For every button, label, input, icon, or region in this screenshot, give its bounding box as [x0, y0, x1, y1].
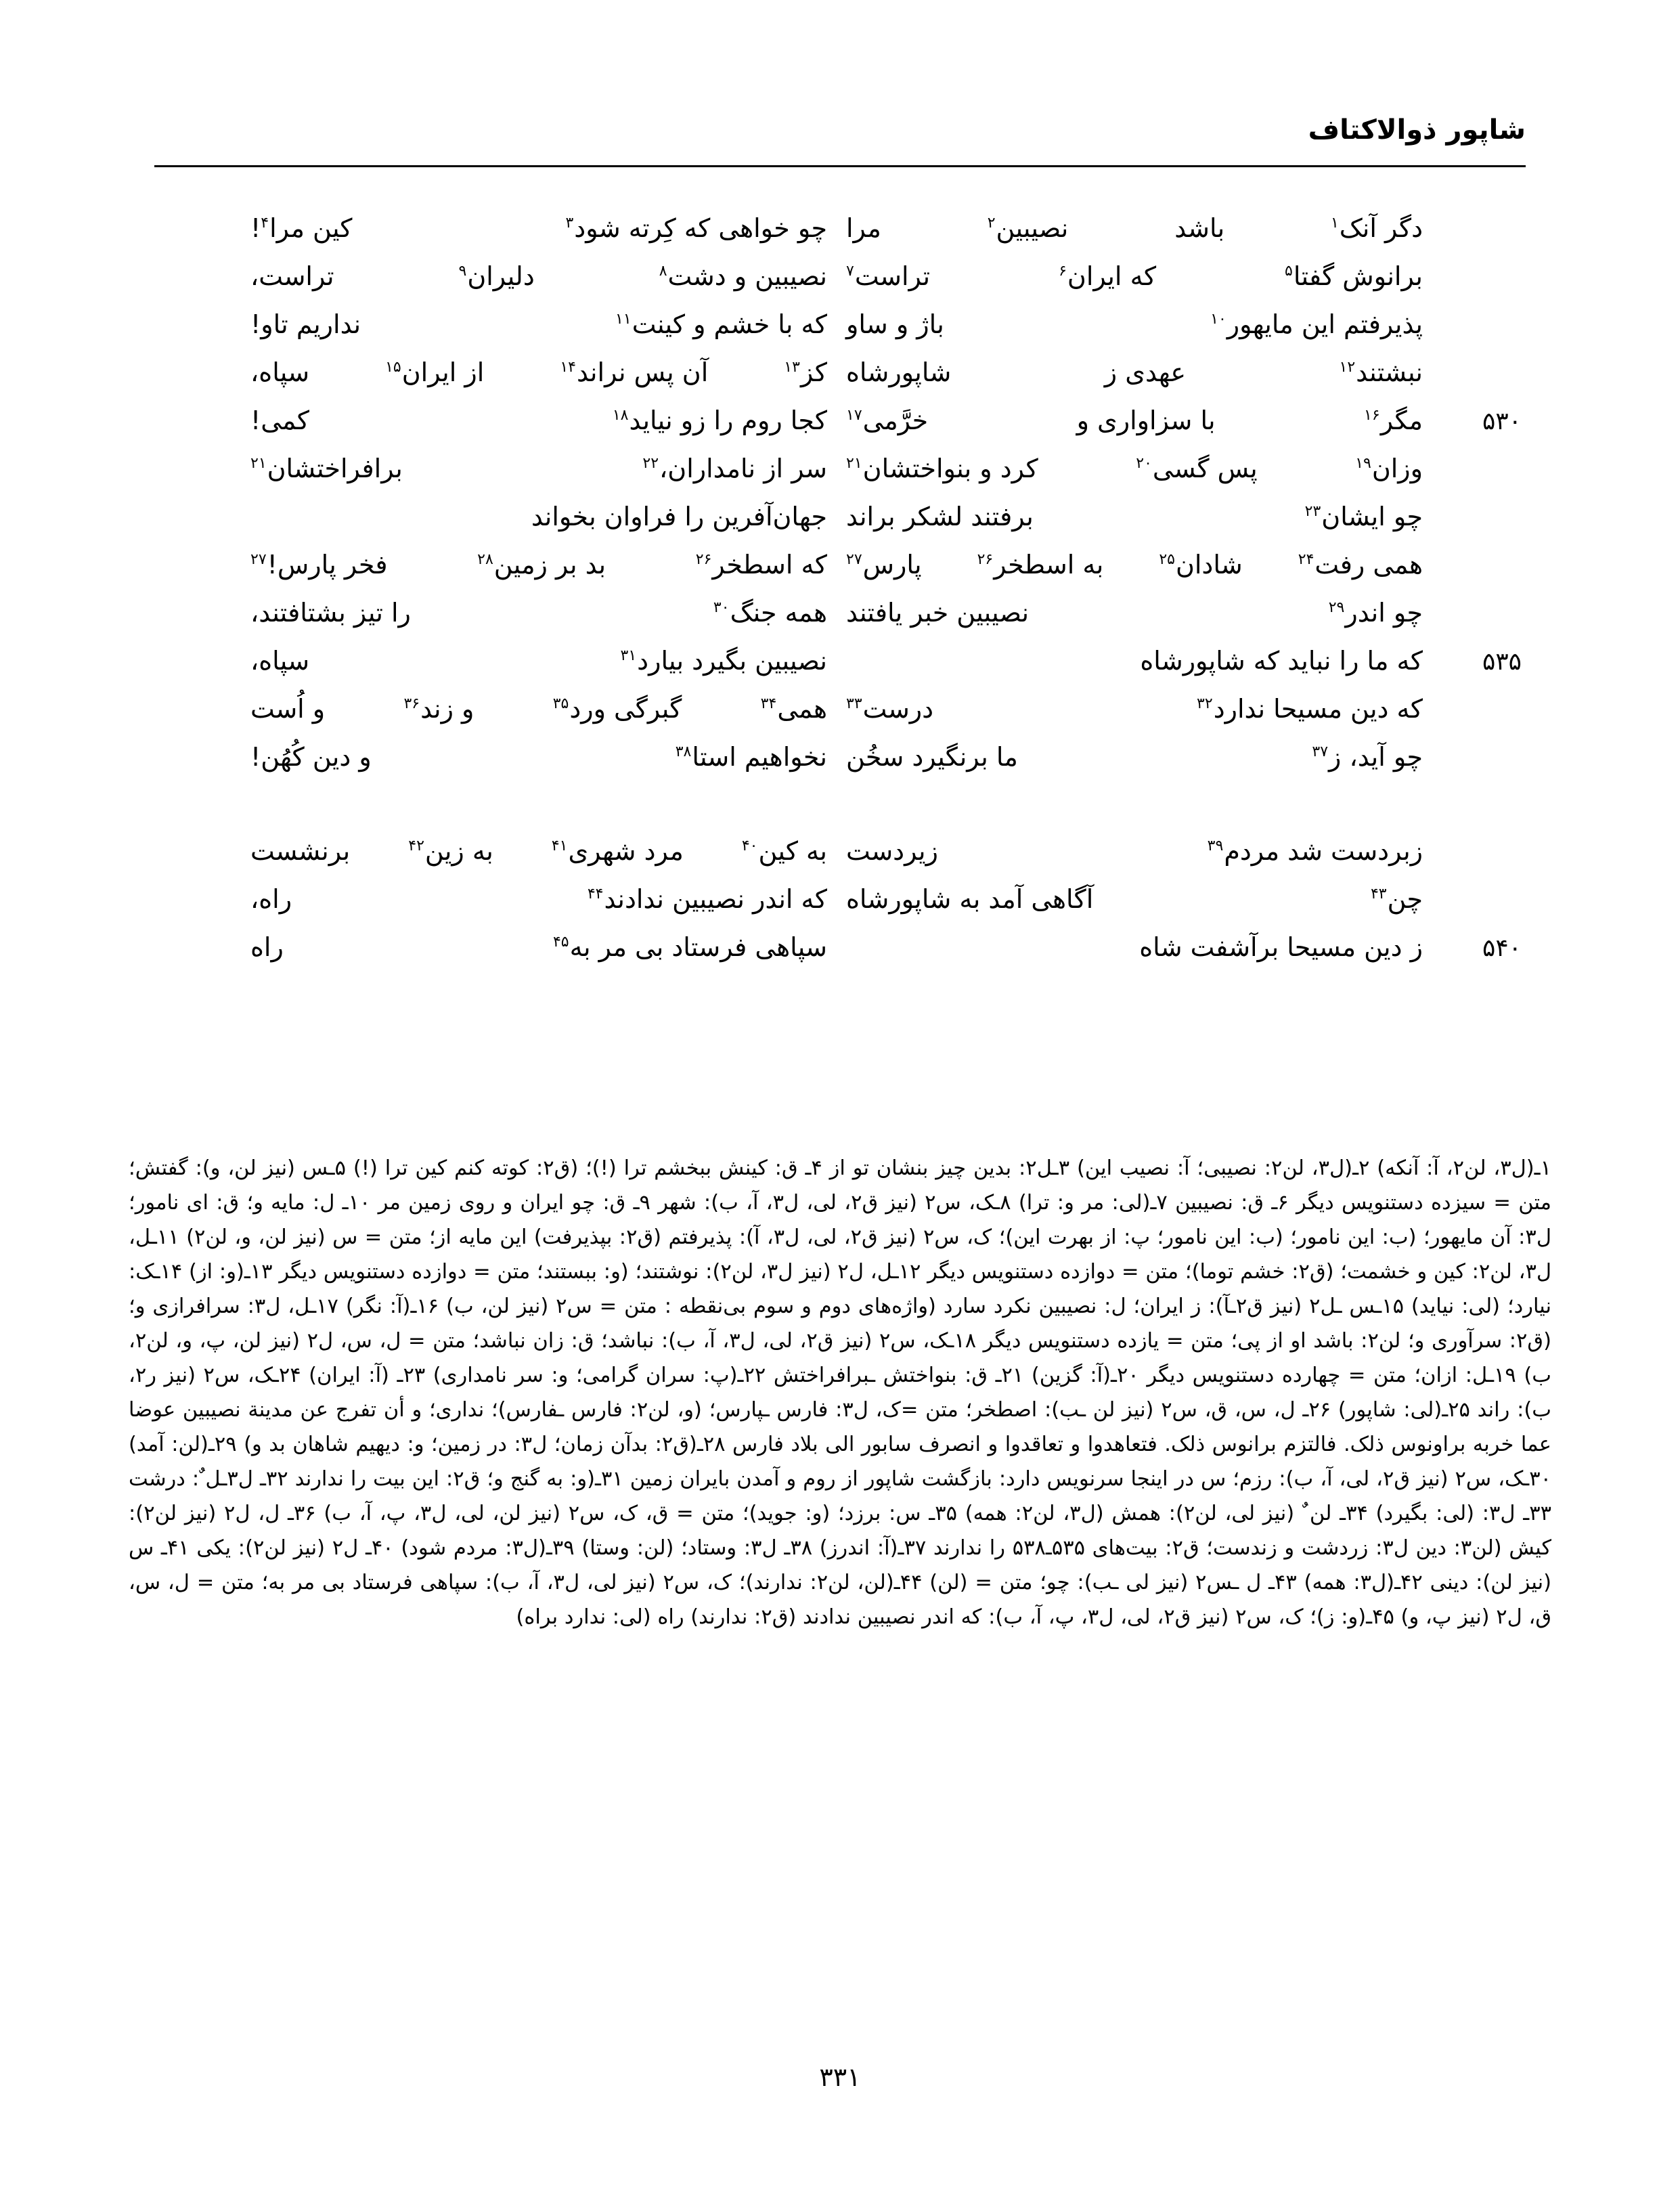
hemistich-second	[241, 504, 837, 529]
hemistich-second	[241, 311, 837, 337]
footnote-marker[interactable]: ۸	[659, 263, 667, 280]
hemistich-second	[241, 744, 837, 770]
hemistich-first	[837, 886, 1432, 912]
verse-word-group: سر از نامداران،$^{۲۲}$	[642, 454, 827, 483]
hemistich-second	[241, 552, 837, 578]
verse-line-number: ۵۴۰	[1482, 934, 1522, 962]
verse-couplet	[154, 311, 1526, 360]
footnote-marker[interactable]: ۲۵	[1159, 551, 1175, 569]
hemistich-second	[241, 838, 837, 864]
hemistich-second	[241, 648, 837, 674]
verse-word-group: جهان‌آفرین را فراوان بخواند	[531, 502, 827, 531]
hemistich-second	[241, 696, 837, 722]
footnote-marker[interactable]: ۷	[846, 263, 854, 280]
footnote-marker[interactable]: ۲۱	[846, 455, 862, 473]
verse-word-group: که ایران$^۶$	[1059, 261, 1157, 291]
verse-word-group: راه	[250, 932, 284, 962]
footnote-marker[interactable]: ۳۱	[620, 647, 637, 665]
hemistich-first	[837, 744, 1432, 770]
footnote-marker[interactable]: ۳۷	[1312, 743, 1329, 761]
verse-word-group: نداریم تاو!	[250, 309, 361, 339]
verse-word-group: کز$^{۱۳}$	[784, 357, 827, 387]
hemistich-second	[241, 456, 837, 481]
footnote-marker[interactable]: ۱۶	[1364, 407, 1380, 424]
hemistich-first	[837, 934, 1432, 960]
verse-word-group: وزان$^{۱۹}$	[1355, 454, 1423, 483]
verse-word-group: سپاهی فرستاد بی مر به$^{۴۵}$	[552, 932, 827, 962]
verse-word-group: برنشست	[250, 836, 351, 866]
hemistich-second	[241, 215, 837, 241]
hemistich-first	[837, 311, 1432, 337]
footnote-marker[interactable]: ۳۸	[675, 743, 692, 761]
footnote-marker[interactable]: ۲۰	[1136, 455, 1152, 473]
verse-couplet	[154, 886, 1526, 934]
footnote-marker[interactable]: ۲۱	[250, 455, 267, 473]
verse-couplet	[154, 552, 1526, 600]
footnote-marker[interactable]: ۳۴	[760, 695, 777, 713]
hemistich-first	[837, 600, 1432, 626]
footnote-marker[interactable]: ۲۹	[1328, 599, 1345, 617]
hemistich-first	[837, 408, 1432, 433]
footnote-marker[interactable]: ۱۰	[1210, 311, 1226, 328]
footnote-marker[interactable]: ۴۳	[1370, 886, 1387, 903]
footnote-marker[interactable]: ۱۸	[612, 407, 629, 424]
verse-word-group: و اُست	[250, 694, 326, 724]
verse-couplet	[154, 215, 1526, 263]
footnote-marker[interactable]: ۲۸	[477, 551, 493, 569]
verse-word-group: پذیرفتم این مایهور$^{۱۰}$	[1210, 309, 1423, 339]
footnote-marker[interactable]: ۴۰	[741, 837, 758, 855]
verse-word-group: مرا	[846, 213, 881, 243]
footnote-marker[interactable]: ۲۳	[1304, 503, 1321, 521]
verse-couplet	[154, 696, 1526, 744]
verse-word-group: که دین مسیحا ندارد$^{۳۲}$	[1197, 694, 1423, 724]
hemistich-second	[241, 263, 837, 289]
verse-word-group: آن پس نراند$^{۱۴}$	[560, 357, 709, 387]
hemistich-second	[241, 408, 837, 433]
verse-word-group: همی$^{۳۴}$	[760, 694, 827, 724]
verse-word-group: ما برنگیرد سخُن	[846, 742, 1018, 772]
verse-couplet	[154, 600, 1526, 648]
verse-line-number: ۵۳۵	[1482, 648, 1522, 676]
verse-word-group: به کین$^{۴۰}$	[741, 836, 827, 866]
footnote-marker[interactable]: ۴۲	[408, 837, 424, 855]
verse-couplet	[154, 357, 1526, 408]
hemistich-first	[837, 838, 1432, 864]
verse-word-group: که اندر نصیبین ندادند$^{۴۴}$	[587, 884, 827, 914]
footnote-marker[interactable]: ۳۹	[1207, 837, 1224, 855]
running-head-title: شاپور ذوالاکتاف	[1308, 114, 1526, 146]
hemistich-second	[241, 600, 837, 626]
verse-word-group: دگر آنک$^۱$	[1330, 213, 1423, 243]
verse-word-group: باژ و ساو	[846, 309, 944, 339]
verse-word-group: فخر پارس!$^{۲۷}$	[250, 550, 388, 580]
header-divider-rule	[154, 165, 1526, 167]
footnote-marker[interactable]: ۲۶	[977, 551, 994, 569]
verse-word-group: نخواهیم استا$^{۳۸}$	[675, 742, 827, 772]
footnote-marker[interactable]: ۱	[1330, 215, 1339, 232]
footnote-marker[interactable]: ۱۲	[1339, 359, 1356, 376]
verse-word-group: بد بر زمین$^{۲۸}$	[477, 550, 606, 580]
verse-word-group: نصیبین و دشت$^۸$	[659, 261, 827, 291]
verse-word-group: سپاه،	[250, 357, 310, 387]
verse-word-group: که با خشم و کینت$^{۱۱}$	[615, 309, 827, 339]
critical-apparatus	[129, 1151, 1551, 1634]
verse-word-group: گبرگی ورد$^{۳۵}$	[552, 694, 682, 724]
verse-word-group: دلیران$^۹$	[458, 261, 535, 291]
verse-word-group: چو خواهی که کِرته شود$^۳$	[565, 213, 827, 243]
verse-word-group: کمی!	[250, 406, 309, 435]
footnote-marker[interactable]: ۴۵	[552, 934, 569, 951]
verse-word-group: باشد	[1174, 213, 1225, 243]
hemistich-first	[837, 263, 1432, 289]
footnote-marker[interactable]: ۱۵	[385, 359, 401, 376]
footnote-marker[interactable]: ۲۷	[846, 551, 862, 569]
verse-word-group: نصیبین خبر یافتند	[846, 598, 1030, 628]
verse-word-group: از ایران$^{۱۵}$	[385, 357, 485, 387]
hemistich-first	[837, 215, 1432, 241]
verse-word-group: به زین$^{۴۲}$	[408, 836, 493, 866]
footnote-marker[interactable]: ۲	[987, 215, 996, 232]
footnote-marker[interactable]: ۳۰	[713, 599, 730, 617]
verse-word-group: چو ایشان$^{۲۳}$	[1304, 502, 1423, 531]
verse-word-group: برانوش گفتا$^۵$	[1285, 261, 1423, 291]
verse-word-group: شادان$^{۲۵}$	[1159, 550, 1243, 580]
verse-word-group: نبشتند$^{۱۲}$	[1339, 357, 1423, 387]
footnote-marker[interactable]: ۳۳	[846, 695, 862, 713]
verse-word-group: شاپورشاه	[846, 357, 952, 387]
verse-couplet	[154, 648, 1526, 696]
hemistich-second	[241, 934, 837, 960]
footnote-marker[interactable]: ۱۴	[560, 359, 576, 376]
verse-word-group: ز دین مسیحا برآشفت شاه	[1139, 932, 1423, 962]
verse-word-group: همی رفت$^{۲۴}$	[1298, 550, 1423, 580]
verse-couplet	[154, 263, 1526, 311]
verse-word-group: که ما را نباید که شاپورشاه	[1140, 646, 1423, 676]
verse-word-group: برافراختشان$^{۲۱}$	[250, 454, 403, 483]
verse-word-group: برفتند لشکر براند	[846, 502, 1034, 531]
verse-word-group: چو آید، ز$^{۳۷}$	[1312, 742, 1423, 772]
verse-block	[154, 215, 1526, 982]
footnote-marker[interactable]: ۳	[565, 215, 574, 232]
verse-word-group: که اسطخر$^{۲۶}$	[695, 550, 827, 580]
verse-couplet	[154, 504, 1526, 552]
footnote-marker[interactable]: ۴۱	[551, 837, 568, 855]
hemistich-second	[241, 886, 837, 912]
verse-word-group: همه جنگ$^{۳۰}$	[713, 598, 827, 628]
verse-word-group: چو اندر$^{۲۹}$	[1328, 598, 1423, 628]
verse-word-group: تراست،	[250, 261, 334, 291]
verse-couplet	[154, 408, 1526, 456]
verse-word-group: پارس$^{۲۷}$	[846, 550, 922, 580]
footnote-marker[interactable]: ۵	[1285, 263, 1293, 280]
verse-couplet	[154, 456, 1526, 504]
verse-word-group: کین مرا$^۴$!	[250, 213, 353, 243]
verse-word-group: و دین کُهُن!	[250, 742, 372, 772]
footnote-marker[interactable]: ۳۲	[1197, 695, 1213, 713]
footnote-marker[interactable]: ۳۶	[403, 695, 420, 713]
footnote-marker[interactable]: ۴۴	[587, 886, 604, 903]
footnote-marker[interactable]: ۱۹	[1355, 455, 1371, 473]
verse-couplet	[154, 838, 1526, 886]
hemistich-second	[241, 357, 837, 387]
footnote-marker[interactable]: ۶	[1059, 263, 1067, 280]
hemistich-first	[837, 648, 1432, 674]
verse-line-number: ۵۳۰	[1482, 408, 1522, 435]
verse-couplet	[154, 744, 1526, 792]
verse-word-group: آگاهی آمد به شاپورشاه	[846, 884, 1094, 914]
hemistich-first	[837, 504, 1432, 529]
folio-number: ۳۳۱	[819, 2062, 861, 2092]
verse-word-group: عهدی ز	[1104, 357, 1187, 387]
verse-word-group: خرَّمی$^{۱۷}$	[846, 406, 929, 435]
hemistich-first	[837, 456, 1432, 481]
footnote-marker[interactable]: ۱۷	[846, 407, 862, 424]
verse-word-group: به اسطخر$^{۲۶}$	[977, 550, 1104, 580]
footnote-marker[interactable]: ۲۴	[1298, 551, 1314, 569]
verse-word-group: و زند$^{۳۶}$	[403, 694, 474, 724]
footnote-marker[interactable]: ۱۳	[784, 359, 800, 376]
footnote-marker[interactable]: ۹	[458, 263, 467, 280]
verse-couplet	[154, 934, 1526, 982]
hemistich-first	[837, 552, 1432, 578]
footnote-marker[interactable]: ۴	[261, 215, 269, 232]
footnote-marker[interactable]: ۳۵	[552, 695, 569, 713]
footnote-marker[interactable]: ۲۷	[250, 551, 267, 569]
verse-word-group: چن$^{۴۳}$	[1370, 884, 1423, 914]
verse-word-group: زبردست شد مردم$^{۳۹}$	[1207, 836, 1423, 866]
verse-word-group: راه،	[250, 884, 292, 914]
verse-word-group: درست$^{۳۳}$	[846, 694, 934, 724]
verse-word-group: نصیبین بگیرد بیارد$^{۳۱}$	[620, 646, 827, 676]
verse-word-group: تراست$^۷$	[846, 261, 931, 291]
hemistich-first	[837, 357, 1432, 387]
verse-word-group: پس گسی$^{۲۰}$	[1136, 454, 1258, 483]
verse-word-group: با سزاواری و	[1076, 406, 1216, 435]
hemistich-first	[837, 696, 1432, 722]
footnote-marker[interactable]: ۲۶	[695, 551, 712, 569]
footnote-marker[interactable]: ۱۱	[615, 311, 632, 328]
verse-word-group: کرد و بنواختشان$^{۲۱}$	[846, 454, 1038, 483]
verse-word-group: را تیز بشتافتند،	[250, 598, 411, 628]
apparatus-text: ۱ـ(ل٣، لن٢، آ: آنکه) ۲ـ(ل٣، لن٢: نصیبی؛ آ: نصیب این) ۳ـل٢: بدین چیز بنشان تو از ۴ـ ق: کینش ببخشم ترا (!)؛ (ق٢: کوته کنم کین ترا (!) ۵ـس (نیز لن، و): گفتش؛ متن = سیزده دستنویس دیگر ۶ـ ق: نصیبین ۷ـ(لی: مر و: ترا) ۸ـک، س٢ (نیز ق٢، لی، ل٣، آ، ب): شهر ۹ـ ق: چو ایران و روی زمین مر ۱۰ـ ل: مایه و؛ ق: ای نامور؛ ل٣: آن مایهور؛ (ب: این نامور؛ (ب: این نامور؛ پ: از بهرت این)؛ ک، س٢ (نیز ق٢، لی، ل٣، آ): پذیرفتم (ق٢: بپذیرفت) این مایه از؛ متن = س (نیز لن، و، لن٢) ۱۱ـل، ل٣، لن٢: کین و خشمت؛ (ق٢: خشم توما)؛ متن = دوازده دستنویس دیگر ۱۲ـل، ل٢ (نیز ل٣، لن٢): نوشتند؛ (و: ببستند؛ متن = دوازده دستنویس دیگر ۱۳ـ(و: از) ۱۴ـک: نیارد؛ (لی: نیاید) ۱۵ـس ـل٢ (نیز ق٢ـآ): ز ایران؛ ل: نصیبین نکرد سارد (واژه‌های دوم و سوم بی‌نقطه : متن = س٢ (نیز لن، ب) ۱۶ـ(آ: نگر) ۱۷ـل، ل٣: سرافرازی و؛ (ق٢: سرآوری و؛ لن٢: باشد او از پی؛ متن = یازده دستنویس دیگر ۱۸ـک، س٢ (نیز ق٢، لی، ل٣، آ، ب): نباشد؛ ق: زان نباشد؛ متن = ل، س، ل٢ (نیز لن، پ، و، لن٢، ب) ۱۹ـل: ازان؛ متن = چهارده دستنویس دیگر ۲۰ـ(آ: گزین) ۲۱ـ ق: بنواختش ـبرافراختش ۲۲ـ(پ: سران گرامی؛ و: سر نامداری) ۲۳ـ (آ: ایران) ۲۴ـک، س٢ (نیز ر٢، ب): راند ۲۵ـ(لی: شاپور) ۲۶ـ ل، س، ق، س٢ (نیز لن ـب): اصطخر؛ متن =ک، ل٣: فارس ـپارس؛ (و، لن٢: فارس ـفارس)؛ نداری؛ و أن تفرج عن مدینة نصیبین عوضا عما خربه براونوس ذلک. فالتزم برانوس ذلک. فتعاهدوا و تعاقدوا و انصرف سابور الی بلاد فارس ۲۸ـ(ق٢: بدآن زمان؛ ل٣: در زمین؛ و: دیهیم شاهان بد و) ۲۹ـ(لن: آمد) ۳۰ـک، س٢ (نیز ق٢، لی، آ، ب): رزم؛ س در اینجا سرنویس دارد: بازگشت شاپور از روم و آمدن بایران زمین ۳۱ـ(و: به گنج و؛ ق٢: این بیت را ندارند ۳۲ـ ل٣ـل ٌ: درشت ۳۳ـ ل٣: (لی: بگیرد) ۳۴ـ لن ٌ (نیز لی، لن٢): همش (ل٣، لن٢: همه) ۳۵ـ س: برزد؛ (و: جوید)؛ متن = ق، ک، س٢ (نیز لن، لی، ل٣، پ، آ، ب) ۳۶ـ ل، ل٢ (نیز لن٢): کیش (لن٣: دین ل٣: زردشت و زندست؛ ق٢: بیت‌های ۵۳۵ـ۵۳۸ را ندارند ۳۷ـ(آ: اندرز) ۳۸ـ ل٣: وستاد؛ (لن: وستا) ۳۹ـ(ل٣: مردم شود) ۴۰ـ ل٢ (نیز لن٢): یکی ۴۱ـ س (نیز لن): دینی ۴۲ـ(ل٣: همه) ۴۳ـ ل ـس٢ (نیز لی ـب): چو؛ متن = (لن) ۴۴ـ(لن، لن٢: ندارند)؛ ک، س٢ (نیز لی، ل٣، آ، ب): سپاهی فرستاد بی مر به؛ متن = ل، س، ق، ل٢ (نیز پ، و) ۴۵ـ(و: ز)؛ ک، س٢ (نیز ق٢، لی، ل٣، پ، آ، ب): که اندر نصیبین ندادند (ق٢: ندارند) راه (لی: ندارد براه)	[129, 1156, 1552, 1629]
verse-word-group: زیردست	[846, 836, 938, 866]
verse-word-group: سپاه،	[250, 646, 310, 676]
verse-word-group: مرد شهری$^{۴۱}$	[551, 836, 684, 866]
verse-word-group: نصیبین$^۲$	[987, 213, 1069, 243]
verse-word-group: کجا روم را زو نیاید$^{۱۸}$	[612, 406, 827, 435]
page-header	[154, 115, 1526, 177]
verse-word-group: مگر$^{۱۶}$	[1364, 406, 1423, 435]
footnote-marker[interactable]: ۲۲	[642, 455, 659, 473]
